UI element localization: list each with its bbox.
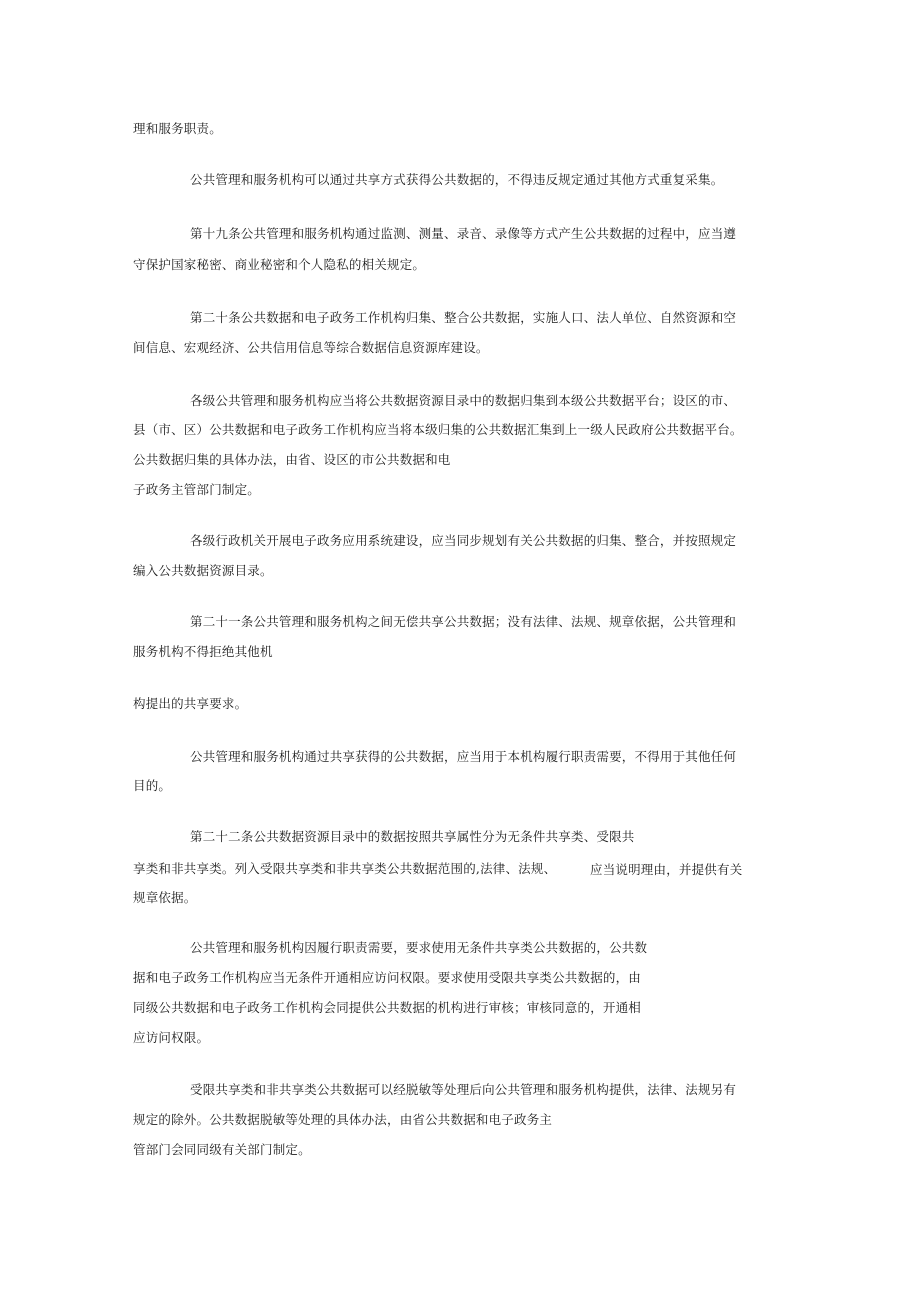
- text-line: 第十九条公共管理和服务机构通过监测、测量、录音、录像等方式产生公共数据的过程中，应当遵: [190, 226, 737, 241]
- text-line: 第二十条公共数据和电子政务工作机构归集、整合公共数据，实施人口、法人单位、自然资源和空: [190, 310, 737, 325]
- text-line: 应当说明理由，并提供有关: [590, 862, 743, 877]
- text-line: 县（市、区）公共数据和电子政务工作机构应当将本级归集的公共数据汇集到上一级人民政府公共数据平台。: [133, 422, 743, 437]
- text-line: 规定的除外。公共数据脱敏等处理的具体办法，由省公共数据和电子政务主: [133, 1112, 553, 1127]
- text-line: 规章依据。: [133, 890, 197, 905]
- text-line: 构提出的共享要求。: [133, 696, 248, 711]
- text-line: 子政务主管部门制定。: [133, 482, 261, 497]
- text-line: 第二十一条公共管理和服务机构之间无偿共享公共数据；没有法律、法规、规章依据，公共管理和: [190, 614, 737, 629]
- text-line: 管部门会同同级有关部门制定。: [133, 1142, 311, 1157]
- text-line: 各级公共管理和服务机构应当将公共数据资源目录中的数据归集到本级公共数据平台；设区的市、: [190, 393, 737, 408]
- text-line: 目的。: [133, 778, 172, 793]
- text-line: 守保护国家秘密、商业秘密和个人隐私的相关规定。: [133, 257, 426, 272]
- text-line: 同级公共数据和电子政务工作机构会同提供公共数据的机构进行审核；审核同意的，开通相: [133, 1000, 642, 1015]
- text-line: 间信息、宏观经济、公共信用信息等综合数据信息资源库建设。: [133, 340, 489, 355]
- text-line: 第二十二条公共数据资源目录中的数据按照共享属性分为无条件共享类、受限共: [190, 829, 635, 844]
- text-line: 公共管理和服务机构因履行职责需要，要求使用无条件共享类公共数据的，公共数: [190, 940, 648, 955]
- text-line: 据和电子政务工作机构应当无条件开通相应访问权限。要求使用受限共享类公共数据的，由: [133, 970, 642, 985]
- text-line: 公共管理和服务机构通过共享获得的公共数据，应当用于本机构履行职责需要，不得用于其他任何: [190, 749, 737, 764]
- text-line: 各级行政机关开展电子政务应用系统建设，应当同步规划有关公共数据的归集、整合，并按照规定: [190, 533, 737, 548]
- text-line: 服务机构不得拒绝其他机: [133, 644, 273, 659]
- text-line: 理和服务职责。: [133, 121, 222, 136]
- text-line: 公共数据归集的具体办法，由省、设区的市公共数据和电: [133, 452, 451, 467]
- text-line: 享类和非共享类。列入受限共享类和非共享类公共数据范围的,法律、法规、: [133, 861, 557, 876]
- text-line: 受限共享类和非共享类公共数据可以经脱敏等处理后向公共管理和服务机构提供，法律、法规另有: [190, 1082, 737, 1097]
- text-line: 应访问权限。: [133, 1030, 210, 1045]
- text-line: 编入公共数据资源目录。: [133, 563, 273, 578]
- text-line: 公共管理和服务机构可以通过共享方式获得公共数据的，不得违反规定通过其他方式重复采集。: [190, 172, 724, 187]
